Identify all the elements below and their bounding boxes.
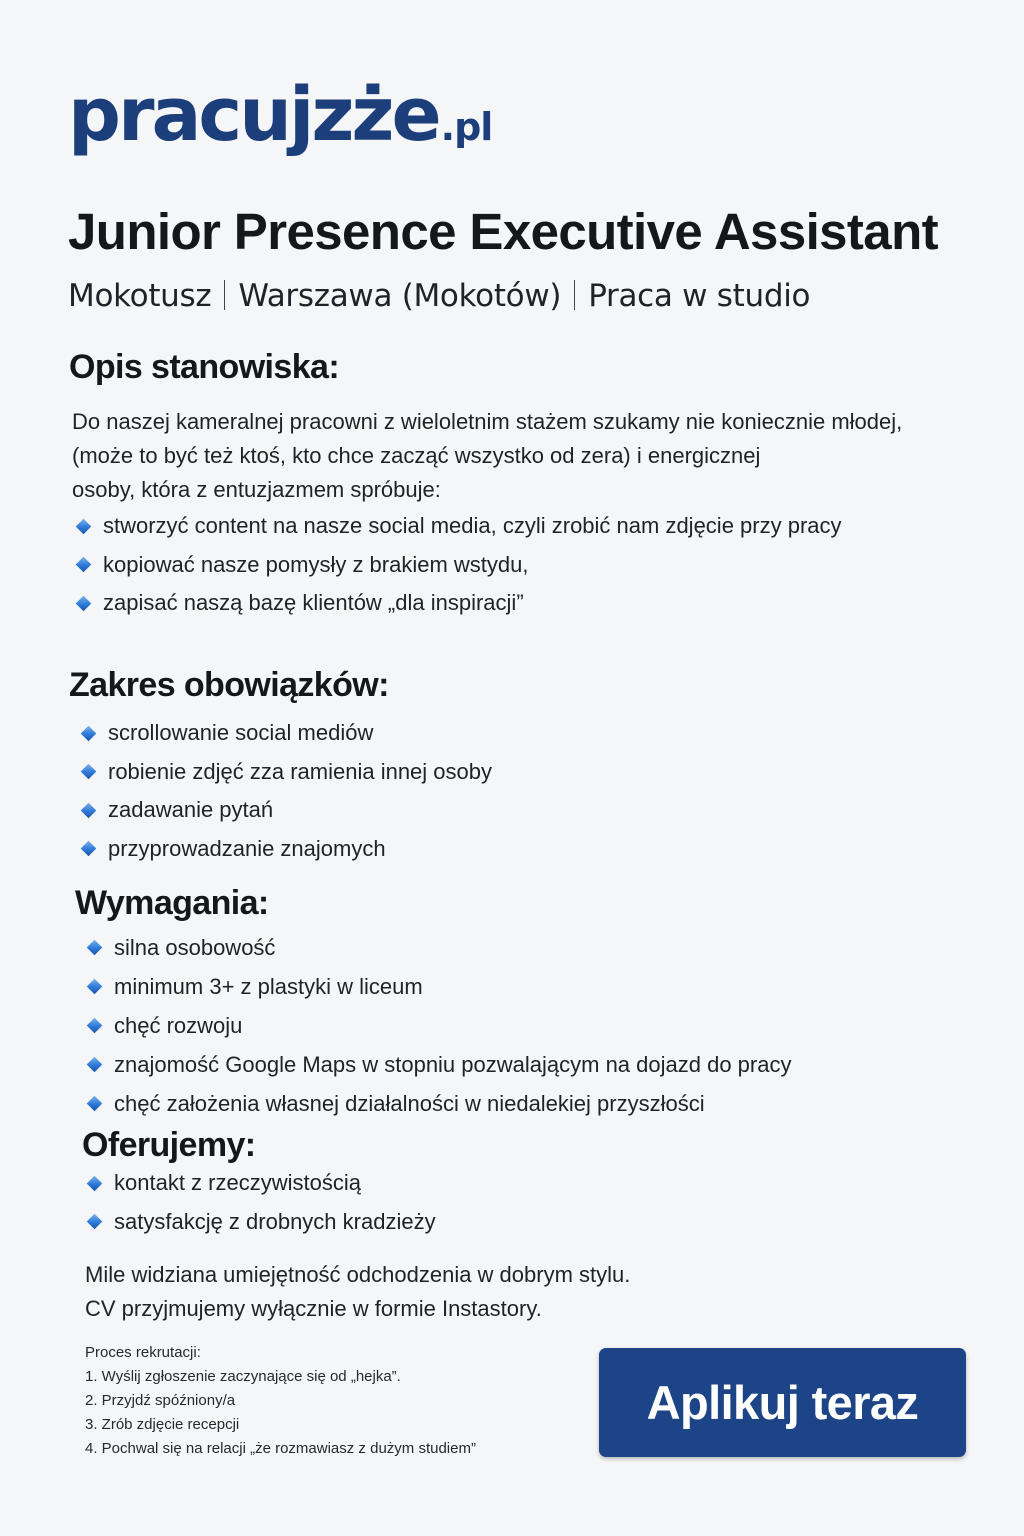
note-line: CV przyjmujemy wyłącznie w formie Instastory. bbox=[85, 1296, 542, 1321]
company-name[interactable]: Mokotusz bbox=[68, 278, 212, 314]
list-item: chęć rozwoju bbox=[89, 1006, 791, 1045]
recruitment-process bbox=[85, 1341, 476, 1461]
note-line: Mile widziana umiejętność odchodzenia w dobrym stylu. bbox=[85, 1262, 631, 1287]
paragraph-line: osoby, która z entuzjazmem spróbuje: bbox=[72, 477, 441, 502]
paragraph-line: (może to być też ktoś, kto chce zacząć wszystko od zera) i energicznej bbox=[72, 443, 761, 468]
description-list bbox=[78, 507, 842, 623]
list-item: chęć założenia własnej działalności w niedalekiej przyszłości bbox=[89, 1084, 791, 1123]
diamond-bullet-icon bbox=[87, 1096, 103, 1112]
meta-divider bbox=[574, 280, 575, 310]
diamond-bullet-icon bbox=[76, 595, 92, 611]
list-item: zapisać naszą bazę klientów „dla inspiracji” bbox=[78, 584, 842, 623]
brand-name: pracujzże bbox=[68, 72, 439, 158]
paragraph-line: Do naszej kameralnej pracowni z wieloletnim stażem szukamy nie koniecznie młodej, bbox=[72, 409, 903, 434]
requirements-list bbox=[89, 928, 791, 1123]
diamond-bullet-icon bbox=[76, 557, 92, 573]
list-item: minimum 3+ z plastyki w liceum bbox=[89, 967, 791, 1006]
duties-heading: Zakres obowiązków: bbox=[69, 666, 389, 704]
work-mode: Praca w studio bbox=[588, 278, 811, 314]
diamond-bullet-icon bbox=[81, 764, 97, 780]
list-item: silna osobowość bbox=[89, 928, 791, 967]
diamond-bullet-icon bbox=[87, 940, 103, 956]
meta-divider bbox=[224, 280, 225, 310]
brand-tld: .pl bbox=[440, 105, 493, 149]
recruitment-title: Proces rekrutacji: bbox=[85, 1344, 201, 1361]
recruitment-steps bbox=[85, 1365, 476, 1461]
apply-now-button[interactable]: Aplikuj teraz bbox=[599, 1348, 966, 1457]
job-meta bbox=[68, 278, 810, 314]
recruitment-step: 4. Pochwal się na relacji „że rozmawiasz z dużym studiem” bbox=[85, 1440, 476, 1457]
recruitment-step: 3. Zrób zdjęcie recepcji bbox=[85, 1416, 240, 1433]
diamond-bullet-icon bbox=[81, 802, 97, 818]
diamond-bullet-icon bbox=[87, 1018, 103, 1034]
list-item: satysfakcję z drobnych kradzieży bbox=[89, 1203, 436, 1242]
diamond-bullet-icon bbox=[81, 841, 97, 857]
closing-notes bbox=[85, 1258, 630, 1326]
list-item: przyprowadzanie znajomych bbox=[83, 830, 492, 869]
diamond-bullet-icon bbox=[87, 1175, 103, 1191]
job-title: Junior Presence Executive Assistant bbox=[68, 203, 939, 260]
diamond-bullet-icon bbox=[87, 1214, 103, 1230]
list-item: zadawanie pytań bbox=[83, 791, 492, 830]
list-item: stworzyć content na nasze social media, czyli zrobić nam zdjęcie przy pracy bbox=[78, 507, 842, 546]
recruitment-step: 1. Wyślij zgłoszenie zaczynające się od „hejka”. bbox=[85, 1368, 401, 1385]
duties-list bbox=[83, 714, 492, 868]
list-item: kontakt z rzeczywistością bbox=[89, 1164, 436, 1203]
diamond-bullet-icon bbox=[87, 1057, 103, 1073]
description-heading: Opis stanowiska: bbox=[69, 348, 340, 386]
job-location: Warszawa (Mokotów) bbox=[238, 278, 562, 314]
list-item: scrollowanie social mediów bbox=[83, 714, 492, 753]
requirements-heading: Wymagania: bbox=[75, 884, 269, 922]
recruitment-step: 2. Przyjdź spóźniony/a bbox=[85, 1392, 236, 1409]
brand-logo[interactable] bbox=[68, 72, 492, 158]
list-item: robienie zdjęć zza ramienia innej osoby bbox=[83, 753, 492, 792]
list-item: znajomość Google Maps w stopniu pozwalającym na dojazd do pracy bbox=[89, 1045, 791, 1084]
diamond-bullet-icon bbox=[87, 979, 103, 995]
diamond-bullet-icon bbox=[81, 725, 97, 741]
description-paragraph bbox=[72, 405, 902, 507]
offer-list bbox=[89, 1164, 436, 1241]
offer-heading: Oferujemy: bbox=[82, 1126, 256, 1164]
diamond-bullet-icon bbox=[76, 518, 92, 534]
list-item: kopiować nasze pomysły z brakiem wstydu, bbox=[78, 546, 842, 585]
